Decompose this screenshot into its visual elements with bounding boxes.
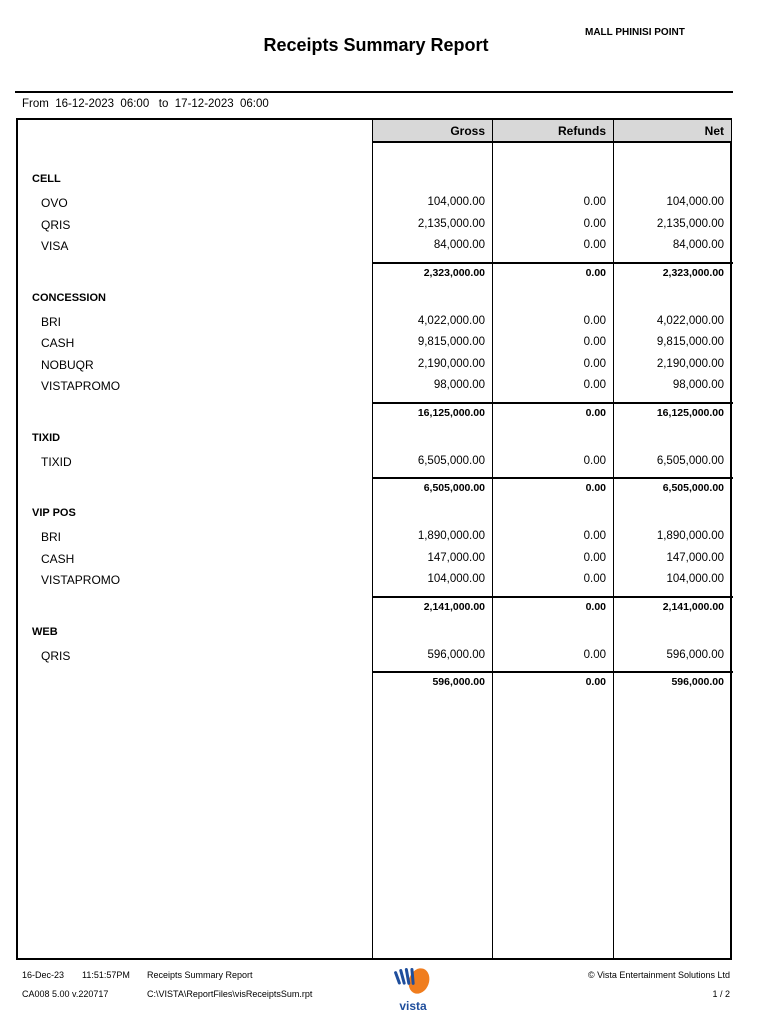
- amount-refunds: 0.00: [583, 530, 606, 542]
- date-range: From 16-12-2023 06:00 to 17-12-2023 06:00: [22, 98, 269, 110]
- vista-logo: [388, 965, 438, 1013]
- footer-path: C:\VISTA\ReportFiles\visReceiptsSum.rpt: [147, 989, 313, 999]
- amount-refunds: 0.00: [583, 196, 606, 208]
- subtotal-net: 2,141,000.00: [662, 600, 724, 613]
- amount-net: 2,190,000.00: [656, 357, 724, 370]
- group-name: CONCESSION: [32, 291, 106, 304]
- amount-refunds: 0.00: [583, 551, 606, 564]
- subtotal-gross: 2,141,000.00: [423, 600, 485, 613]
- footer-page-number: 1 / 2: [712, 989, 730, 999]
- amount-net: 98,000.00: [672, 379, 724, 391]
- amount-gross: 2,190,000.00: [417, 357, 485, 370]
- row-label: CASH: [41, 336, 75, 350]
- subtotal-separator: [372, 477, 733, 479]
- subtotal-separator: [372, 596, 733, 598]
- column-header-underline: [372, 142, 732, 143]
- amount-net: 2,135,000.00: [656, 217, 724, 230]
- row-label: NOBUQR: [41, 357, 94, 372]
- footer-date: 16-Dec-23: [22, 970, 65, 980]
- amount-gross: 104,000.00: [427, 196, 485, 208]
- subtotal-refunds: 0.00: [585, 266, 606, 279]
- amount-net: 6,505,000.00: [656, 454, 724, 467]
- column-header-gross: Gross: [373, 120, 492, 142]
- column-header-refunds: Refunds: [493, 120, 613, 142]
- amount-net: 1,890,000.00: [656, 530, 724, 542]
- group-name: TIXID: [32, 431, 61, 444]
- amount-gross: 596,000.00: [427, 648, 485, 661]
- row-label: VISA: [41, 239, 69, 253]
- row-label: VISTAPROMO: [41, 573, 121, 587]
- subtotal-separator: [372, 671, 733, 673]
- amount-gross: 4,022,000.00: [417, 314, 485, 327]
- row-label: BRI: [41, 530, 62, 544]
- subtotal-refunds: 0.00: [585, 482, 606, 494]
- amount-refunds: 0.00: [583, 217, 606, 230]
- amount-gross: 98,000.00: [433, 379, 485, 391]
- row-label: TIXID: [41, 454, 72, 469]
- subtotal-refunds: 0.00: [585, 600, 606, 613]
- subtotal-gross: 2,323,000.00: [423, 266, 485, 279]
- subtotal-net: 2,323,000.00: [662, 266, 724, 279]
- amount-gross: 104,000.00: [427, 573, 485, 585]
- amount-net: 147,000.00: [666, 551, 724, 564]
- group-name: WEB: [32, 625, 58, 638]
- amount-refunds: 0.00: [583, 239, 606, 251]
- amount-gross: 1,890,000.00: [417, 530, 485, 542]
- amount-net: 104,000.00: [666, 196, 724, 208]
- subtotal-gross: 596,000.00: [432, 676, 485, 688]
- amount-net: 104,000.00: [666, 573, 724, 585]
- column-header-net: Net: [614, 120, 731, 142]
- row-label: OVO: [41, 196, 68, 210]
- subtotal-refunds: 0.00: [585, 406, 606, 419]
- row-label: CASH: [41, 551, 75, 566]
- subtotal-net: 16,125,000.00: [656, 406, 724, 419]
- group-name: CELL: [32, 173, 61, 185]
- amount-refunds: 0.00: [583, 357, 606, 370]
- amount-net: 9,815,000.00: [656, 336, 724, 348]
- amount-gross: 147,000.00: [427, 551, 485, 564]
- row-label: BRI: [41, 314, 62, 329]
- amount-gross: 2,135,000.00: [417, 217, 485, 230]
- amount-gross: 9,815,000.00: [417, 336, 485, 348]
- amount-refunds: 0.00: [583, 648, 606, 661]
- subtotal-gross: 6,505,000.00: [423, 482, 485, 494]
- subtotal-separator: [372, 402, 733, 404]
- amount-refunds: 0.00: [583, 573, 606, 585]
- amount-net: 84,000.00: [672, 239, 724, 251]
- subtotal-gross: 16,125,000.00: [417, 406, 485, 419]
- subtotal-refunds: 0.00: [585, 676, 606, 688]
- group-name: VIP POS: [32, 507, 76, 519]
- footer-report-name: Receipts Summary Report: [147, 970, 253, 980]
- report-title: Receipts Summary Report: [263, 35, 489, 55]
- svg-text:vista: vista: [399, 999, 427, 1013]
- amount-net: 596,000.00: [666, 648, 724, 661]
- amount-refunds: 0.00: [583, 336, 606, 348]
- footer-copyright: © Vista Entertainment Solutions Ltd: [587, 970, 730, 980]
- vista-logo-icon: [388, 965, 438, 1013]
- subtotal-net: 6,505,000.00: [662, 482, 724, 494]
- amount-refunds: 0.00: [583, 314, 606, 327]
- row-label: QRIS: [41, 217, 71, 232]
- row-label: QRIS: [41, 648, 71, 663]
- amount-gross: 84,000.00: [433, 239, 485, 251]
- venue-name: MALL PHINISI POINT: [585, 27, 685, 38]
- amount-refunds: 0.00: [583, 454, 606, 467]
- amount-net: 4,022,000.00: [656, 314, 724, 327]
- header-divider: [15, 91, 733, 93]
- amount-refunds: 0.00: [583, 379, 606, 391]
- row-label: VISTAPROMO: [41, 379, 121, 393]
- amount-gross: 6,505,000.00: [417, 454, 485, 467]
- subtotal-separator: [372, 262, 733, 264]
- footer-time: 11:51:57PM: [82, 970, 130, 980]
- subtotal-net: 596,000.00: [671, 676, 724, 688]
- footer-version: CA008 5.00 v.220717: [22, 989, 109, 999]
